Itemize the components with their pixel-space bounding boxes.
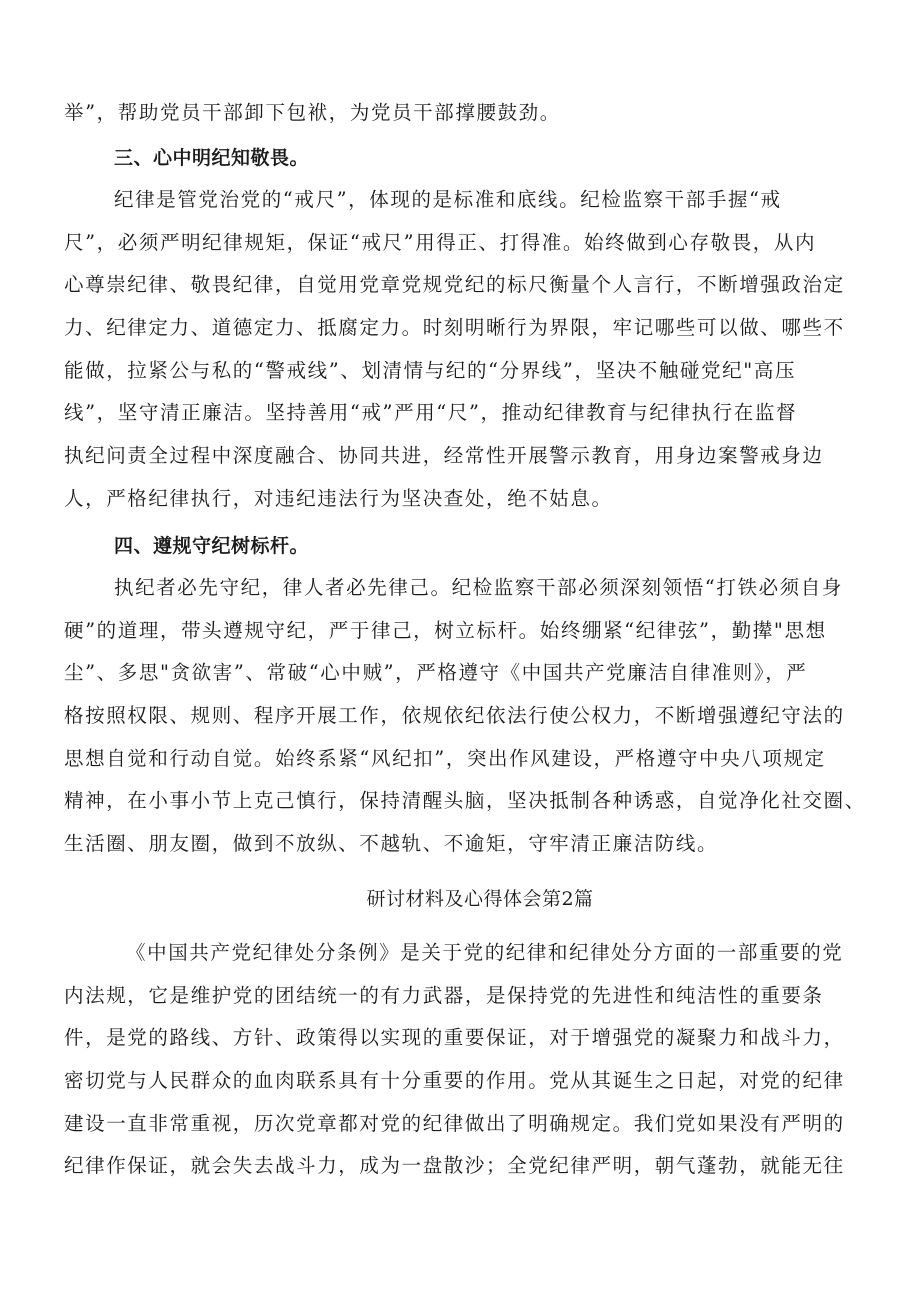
paragraph-line: 尺”，必须严明纪律规矩，保证“戒尺”用得正、打得准。始终做到心存敬畏，从内 [64, 231, 817, 254]
paragraph-line: 纪律是管党治党的“戒尺”，体现的是标准和底线。纪检监察干部手握“戒 [114, 188, 782, 211]
paragraph-line: 能做，拉紧公与私的“警戒线”、划清情与纪的“分界线”，坚决不触碰党纪"高压 [64, 359, 797, 382]
paragraph-line: 执纪者必先守纪，律人者必先律己。纪检监察干部必须深刻领悟“打铁必须自身 [114, 576, 843, 599]
paragraph-line: 举”，帮助党员干部卸下包袱，为党员干部撑腰鼓劲。 [64, 101, 561, 124]
paragraph-line: 纪律作保证，就会失去战斗力，成为一盘散沙；全党纪律严明，朝气蓬勃，就能无往 [64, 1154, 845, 1177]
paragraph-line: 硬”的道理，带头遵规守纪，严于律己，树立标杆。始终绷紧“纪律弦”，勤撵"思想 [64, 619, 827, 642]
paragraph-line: 密切党与人民群众的血肉联系具有十分重要的作用。党从其诞生之日起，对党的纪律 [64, 1069, 845, 1092]
paragraph-line: 内法规，它是维护党的团结统一的有力武器，是保持党的先进性和纯洁性的重要条 [64, 984, 824, 1007]
paragraph-line: 件，是党的路线、方针、政策得以实现的重要保证，对于增强党的凝聚力和战斗力， [64, 1026, 845, 1049]
section-heading-3: 三、心中明纪知敬畏。 [114, 147, 310, 169]
paragraph-line: 力、纪律定力、道德定力、抵腐定力。时刻明晰行为界限，牢记哪些可以做、哪些不 [64, 316, 845, 339]
article-title: 研讨材料及心得体会第2篇 [366, 888, 594, 910]
paragraph-line: 格按照权限、规则、程序开展工作，依规依纪依法行使公权力，不断增强遵纪守法的 [64, 704, 845, 727]
paragraph-line: 思想自觉和行动自觉。始终系紧“风纪扣”，突出作风建设，严格遵守中央八项规定 [64, 747, 826, 770]
section-heading-4: 四、遵规守纪树标杆。 [114, 535, 310, 557]
paragraph-line: 心尊崇纪律、敬畏纪律，自觉用党章党规党纪的标尺衡量个人言行，不断增强政治定 [64, 273, 845, 296]
paragraph-line: 执纪问责全过程中深度融合、协同共进，经常性开展警示教育，用身边案警戒身边 [64, 444, 824, 467]
paragraph-line: 线”，坚守清正廉洁。坚持善用“戒”严用“尺”，推动纪律教育与纪律执行在监督 [64, 401, 798, 424]
paragraph-line: 尘”、多思"贪欲害”、常破“心中贼”，严格遵守《中国共产党廉洁自律准则》，严 [64, 661, 808, 684]
paragraph-line: 建设一直非常重视，历次党章都对党的纪律做出了明确规定。我们党如果没有严明的 [64, 1112, 845, 1135]
paragraph-line: 精神，在小事小节上克己慎行，保持清醒头脑，坚决抵制各种诱惑，自觉净化社交圈、 [64, 789, 866, 812]
paragraph-line: 人，严格纪律执行，对违纪违法行为坚决查处，绝不姑息。 [64, 487, 613, 510]
paragraph-line: 生活圈、朋友圈，做到不放纵、不越轨、不逾矩，守牢清正廉洁防线。 [64, 832, 719, 855]
paragraph-line: 《中国共产党纪律处分条例》是关于党的纪律和纪律处分方面的一部重要的党 [126, 941, 844, 964]
